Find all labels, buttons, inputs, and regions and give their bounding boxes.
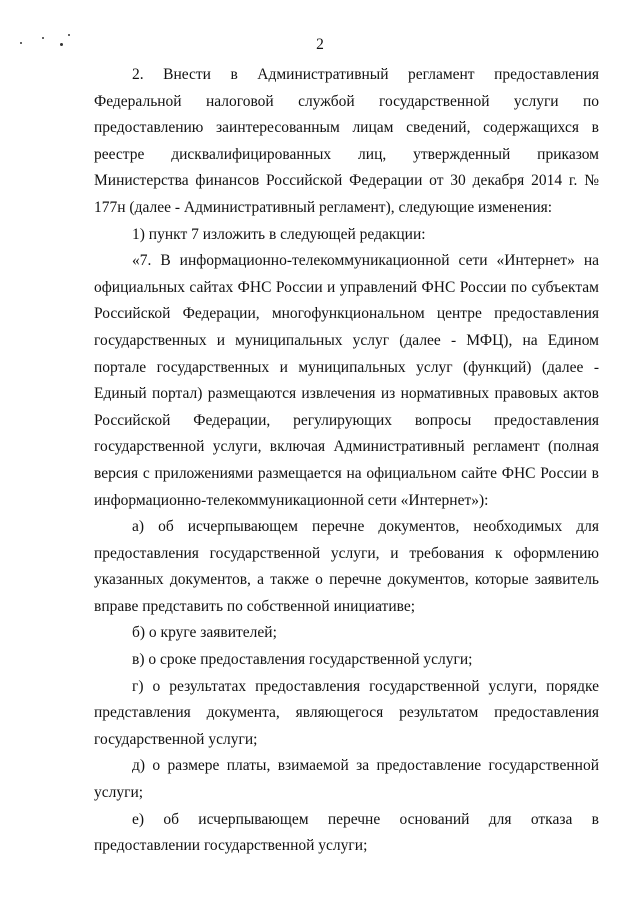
page-number: 2 (316, 36, 324, 53)
subitem-1: 1) пункт 7 изложить в следующей редакции: (132, 225, 426, 243)
subitem-a: а) об исчерпывающем перечне документов, необходимых для предоставления государственной услуги, и требования к оформлению указанных документов, а также о перечне документов, которые заявитель вправе представить по собственной инициативе; (94, 518, 599, 615)
point-7-text: «7. В информационно-телекоммуникационной сети «Интернет» на официальных сайтах ФНС России и управлений ФНС России по субъектам Российской Федерации, многофункциональном центре предоставления государственных и муниципальных услуг (далее - МФЦ), на Едином портале государственных и муниципальных услуг (функций) (далее - Единый портал) размещаются извлечения из нормативных правовых актов Российской Федерации, регулирующих вопросы предоставления государственной услуги, включая Административный регламент (полная версия с приложениями размещается на официальном сайте ФНС России в информационно-телекоммуникационной сети «Интернет»): (94, 252, 599, 509)
subitem-b: б) о круге заявителей; (132, 624, 277, 642)
subitem-v: в) о сроке предоставления государственной услуги; (132, 651, 473, 669)
subitem-g: г) о результатах предоставления государственной услуги, порядке представления документа, являющегося результатом предоставления государственной услуги; (94, 677, 599, 748)
paragraph-item-2: 2. Внести в Административный регламент предоставления Федеральной налоговой службой государственной услуги по предоставлению заинтересованным лицам сведений, содержащихся в реестре дисквалифицированных лиц, утвержденный приказом Министерства финансов Российской Федерации от 30 декабря 2014 г. № 177н (далее - Административный регламент), следующие изменения: (94, 66, 599, 216)
subitem-d: д) о размере платы, взимаемой за предоставление государственной услуги; (94, 757, 599, 802)
subitem-e: е) об исчерпывающем перечне оснований для отказа в предоставлении государственной услуги; (94, 810, 599, 855)
document-body (94, 62, 599, 860)
